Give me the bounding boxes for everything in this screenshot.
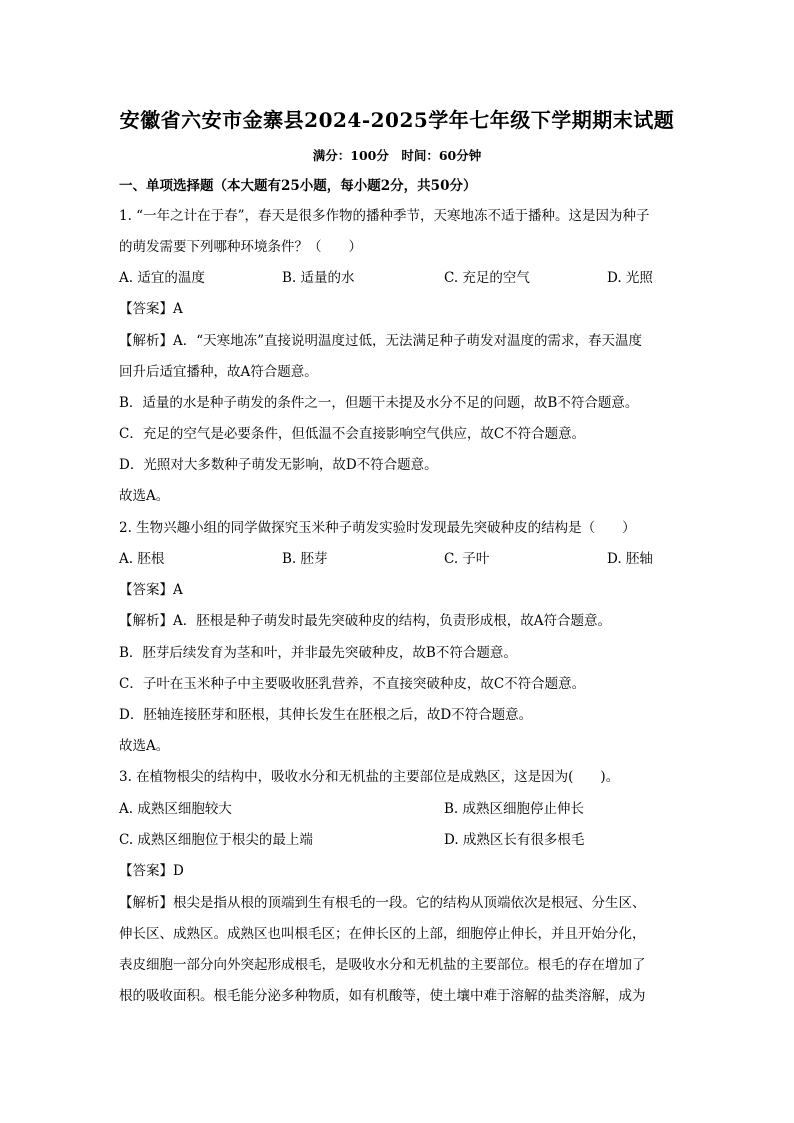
question-2-option-c: C. 子叶 <box>444 551 490 567</box>
question-2-option-a: A. 胚根 <box>119 551 165 567</box>
question-1-option-b: B. 适量的水 <box>282 270 355 286</box>
question-1-conclusion: 故选A。 <box>119 488 170 504</box>
question-1-analysis-line-4: C．充足的空气是必要条件，但低温不会直接影响空气供应，故C不符合题意。 <box>119 426 586 442</box>
question-1-analysis-line-3: B．适量的水是种子萌发的条件之一，但题干未提及水分不足的问题，故B不符合题意。 <box>119 395 639 411</box>
question-2-analysis-line-2: B．胚芽后续发育为茎和叶，并非最先突破种皮，故B不符合题意。 <box>119 645 517 661</box>
question-3-option-d: D. 成熟区长有很多根毛 <box>444 832 585 848</box>
question-3-answer: 【答案】D <box>119 863 184 879</box>
exam-subtitle: 满分：100分 时间：60分钟 <box>312 148 482 163</box>
question-2-analysis-line-3: C．子叶在玉米种子中主要吸收胚乳营养，不直接突破种皮，故C不符合题意。 <box>119 676 586 692</box>
question-2-option-d: D. 胚轴 <box>607 551 653 567</box>
question-1-option-c: C. 充足的空气 <box>444 270 530 286</box>
question-1-option-a: A. 适宜的温度 <box>119 270 205 286</box>
question-2-option-b: B. 胚芽 <box>282 551 328 567</box>
question-1-analysis-line-5: D．光照对大多数种子萌发无影响，故D不符合题意。 <box>119 457 438 473</box>
question-3-stem-line-1: 3. 在植物根尖的结构中，吸收水分和无机盐的主要部位是成熟区，这是因为( )。 <box>119 769 620 785</box>
question-2-analysis-line-1: 【解析】A．胚根是种子萌发时最先突破种皮的结构，负责形成根，故A符合题意。 <box>119 613 611 629</box>
question-2-analysis-line-4: D．胚轴连接胚芽和胚根，其伸长发生在胚根之后，故D不符合题意。 <box>119 707 533 723</box>
question-3-option-b: B. 成熟区细胞停止伸长 <box>444 801 585 817</box>
exam-title: 安徽省六安市金寨县2024-2025学年七年级下学期期末试题 <box>119 108 675 132</box>
question-1-stem-line-1: 1. “一年之计在于春”，春天是很多作物的播种季节，天寒地冻不适于播种。这是因为种子 <box>119 208 650 224</box>
question-3-analysis-line-1: 【解析】根尖是指从根的顶端到生有根毛的一段。它的结构从顶端依次是根冠、分生区、 <box>119 895 646 911</box>
question-1-option-d: D. 光照 <box>607 270 653 286</box>
question-3-analysis-line-3: 表皮细胞一部分向外突起形成根毛，是吸收水分和无机盐的主要部位。根毛的存在增加了 <box>119 957 646 973</box>
question-3-analysis-line-2: 伸长区、成熟区。成熟区也叫根毛区；在伸长区的上部，细胞停止伸长，并且开始分化， <box>119 926 646 942</box>
question-1-analysis-line-2: 回升后适宜播种，故A符合题意。 <box>119 364 318 380</box>
question-1-analysis-line-1: 【解析】A．“天寒地冻”直接说明温度过低，无法满足种子萌发对温度的需求，春天温度 <box>119 333 643 349</box>
question-3-option-c: C. 成熟区细胞位于根尖的最上端 <box>119 832 313 848</box>
question-2-stem-line-1: 2. 生物兴趣小组的同学做探究玉米种子萌发实验时发现最先突破种皮的结构是（ ） <box>119 520 636 536</box>
question-3-option-a: A. 成熟区细胞较大 <box>119 801 232 817</box>
question-1-stem-line-2: 的萌发需要下列哪种环境条件？（ ） <box>119 239 362 255</box>
question-3-analysis-line-4: 根的吸收面积。根毛能分泌多种物质，如有机酸等，使土壤中难于溶解的盐类溶解，成为 <box>119 988 646 1004</box>
section-heading: 一、单项选择题（本大题有25小题，每小题2分，共50分） <box>119 178 477 194</box>
question-2-conclusion: 故选A。 <box>119 738 170 754</box>
question-2-answer: 【答案】A <box>119 582 183 598</box>
question-1-answer: 【答案】A <box>119 301 183 317</box>
